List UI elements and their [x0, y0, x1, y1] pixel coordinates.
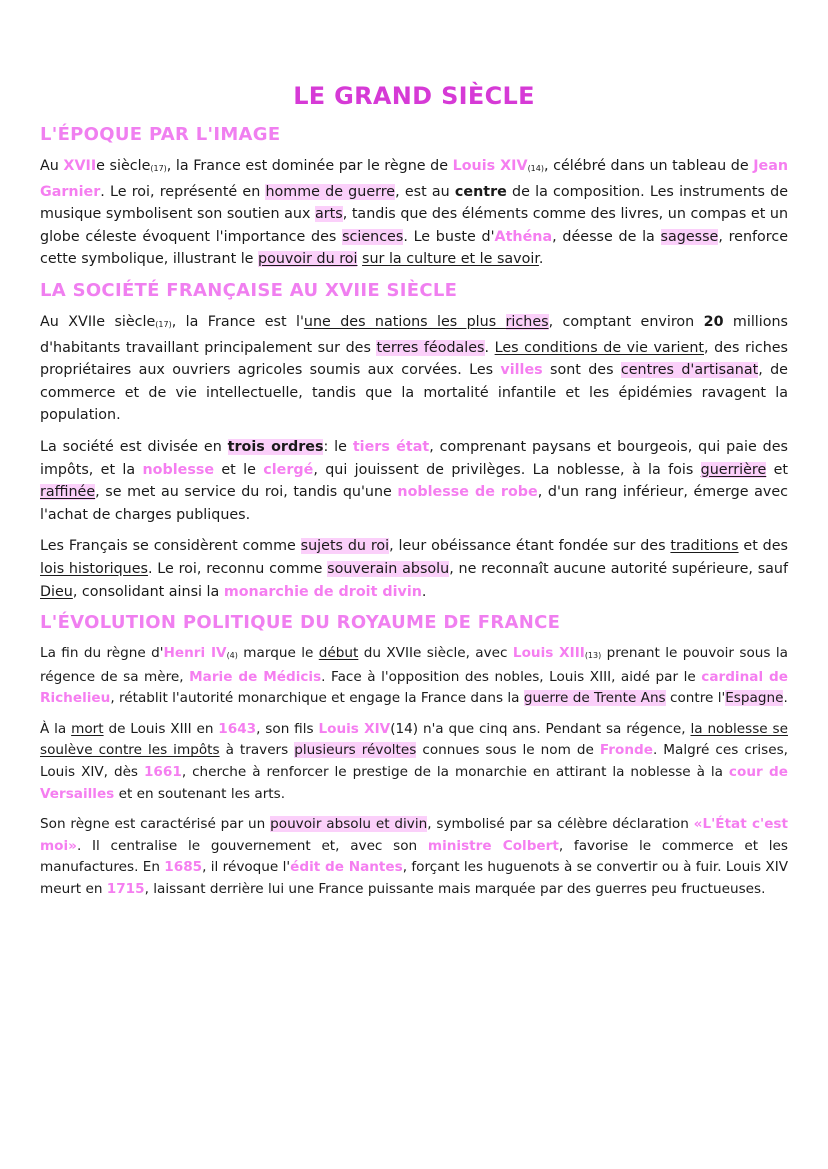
highlight: sciences [342, 228, 404, 245]
keyword: Marie de Médicis [189, 668, 322, 685]
underlined-text: traditions [670, 538, 739, 555]
highlight: trois ordres [227, 438, 324, 455]
highlight: pouvoir du roi [258, 251, 358, 268]
text-run: , comptant environ [548, 313, 704, 330]
keyword: Athéna [494, 228, 553, 245]
text-run: et [766, 461, 788, 478]
keyword: Louis XIV [452, 158, 528, 174]
text-run: . Le roi, représenté en [100, 183, 266, 200]
keyword: «L'État c'est moi» [40, 816, 789, 854]
paragraph [40, 311, 788, 427]
keyword: cardinal de Richelieu [40, 668, 788, 707]
text-run: À la [40, 720, 72, 737]
highlight: centres d'artisanat [620, 362, 759, 379]
underlined-text: mort [71, 720, 104, 737]
keyword: Louis XIV [318, 720, 391, 737]
section-heading: L'ÉVOLUTION POLITIQUE DU ROYAUME DE FRANCE [40, 612, 561, 634]
section-evolution [40, 612, 788, 901]
text-run: , il révoque l' [202, 859, 291, 876]
text-run: e siècle [96, 158, 151, 174]
text-run: du XVIIe siècle, avec [358, 645, 513, 662]
text-run: marque le [237, 645, 319, 662]
keyword: cour de Versailles [40, 764, 788, 802]
bold-text: centre [454, 183, 507, 200]
text-run: . Il centralise le gouvernement et, avec son [76, 837, 428, 854]
keyword: Henri IV [163, 645, 227, 662]
text-run: . Face à l'opposition des nobles, Louis XIII, aidé par le [321, 668, 702, 685]
text-run: , ne reconnaît aucune autorité supérieure, sauf [449, 560, 788, 577]
underlined-text: Les conditions de vie varient [494, 339, 704, 356]
underlined-text: lois historiques [40, 560, 148, 577]
text-run: La société est divisée en [40, 438, 228, 455]
keyword: Jean Garnier [40, 158, 789, 200]
underlined-text: une des nations les plus [303, 313, 506, 330]
section-societe [40, 280, 788, 603]
keyword: noblesse de robe [397, 484, 538, 501]
text-run: de Louis XIII en [103, 720, 219, 737]
text-run: , symbolisé par sa célèbre déclaration [427, 816, 694, 833]
text-run: . [538, 251, 544, 268]
text-run: , comprenant paysans et bourgeois, qui paie des impôts, et la [40, 438, 788, 478]
text-run: . [421, 583, 427, 600]
reference-number: (13) [584, 651, 602, 661]
highlight: arts [315, 206, 343, 223]
section-heading: LA SOCIÉTÉ FRANÇAISE AU XVIIE SIÈCLE [40, 279, 458, 301]
underlined-text: Dieu [40, 583, 73, 600]
text-run: prenant le pouvoir sous la régence de sa mère, [40, 645, 788, 685]
paragraph [40, 814, 788, 900]
keyword: XVII [63, 158, 97, 174]
keyword: 1715 [106, 881, 145, 898]
highlight: souverain absolu [327, 560, 450, 577]
keyword: ministre Colbert [427, 837, 559, 854]
text-run: , la France est l' [171, 313, 304, 330]
keyword: 1685 [164, 859, 203, 876]
keyword: noblesse [142, 461, 215, 478]
text-run: , se met au service du roi, tandis qu'une [95, 484, 398, 501]
text-run: , est au [395, 183, 455, 200]
text-run: sont des [542, 362, 621, 379]
section-heading: L'ÉPOQUE PAR L'IMAGE [40, 124, 281, 145]
text-run: Son règne est caractérisé par un [40, 816, 271, 833]
paragraph [40, 719, 788, 805]
text-run: et en soutenant les arts. [114, 785, 286, 802]
text-run: , la France est dominée par le règne de [166, 158, 453, 174]
text-run: , favorise le commerce et les manufactures. En [40, 837, 788, 876]
paragraph [40, 436, 788, 526]
text-run: La fin du règne d' [40, 645, 164, 662]
keyword: Fronde [599, 742, 653, 759]
text-run: , des riches propriétaires aux ouvriers agricoles soumis aux corvées. Les [40, 339, 788, 379]
highlight: pouvoir absolu et divin [270, 816, 428, 833]
section-epoque [40, 124, 788, 271]
text-run: contre l' [665, 690, 726, 707]
reference-number: (14) [527, 164, 544, 173]
text-run: à travers [219, 742, 295, 759]
underlined-text: sur la culture et le savoir [362, 251, 539, 268]
text-run: : le [323, 438, 353, 455]
keyword: 1643 [218, 720, 257, 737]
underlined-text: début [318, 645, 359, 662]
text-run: , cherche à renforcer le prestige de la monarchie en attirant la noblesse à la [181, 764, 729, 781]
highlight: riches [505, 313, 549, 330]
reference-number: (4) [226, 651, 238, 661]
highlight: guerre de Trente Ans [523, 690, 666, 707]
highlight: sujets du roi [300, 538, 390, 555]
text-run: , leur obéissance étant fondée sur des [389, 538, 671, 555]
highlight: Espagne [725, 690, 784, 707]
text-run: , de commerce et de vie intellectuelle, tandis que la mortalité infantile et les épidémies ravagent la population. [40, 362, 788, 424]
text-run: Au XVIIe siècle [40, 313, 156, 330]
text-run: , tandis que des éléments comme des livres, un compas et un globe céleste évoquent l'importance des [40, 206, 789, 245]
keyword: 1661 [143, 764, 182, 781]
text-run: de la composition. Les instruments de musique symbolisent son soutien aux [40, 183, 788, 223]
text-run: et des [738, 538, 788, 555]
text-run: , renforce cette symbolique, illustrant le [40, 228, 789, 268]
text-run: , qui jouissent de privilèges. La noblesse, à la fois [313, 461, 701, 478]
keyword: édit de Nantes [290, 859, 403, 876]
text-run: et le [214, 461, 264, 478]
text-run: (14) n'a que cinq ans. Pendant sa régence, [390, 720, 691, 737]
text-run: , déesse de la [552, 228, 661, 245]
keyword: monarchie de droit divin [223, 583, 422, 600]
bold-text: 20 [703, 313, 724, 330]
keyword: clergé [263, 461, 314, 478]
reference-number: (17) [155, 319, 172, 329]
highlight: sagesse [660, 228, 719, 245]
text-run: , forçant les huguenots à se convertir ou à fuir. Louis XIV meurt en [40, 859, 789, 898]
text-run: . Malgré ces crises, Louis XIV, dès [40, 742, 789, 781]
text-run: . [783, 690, 788, 707]
highlight: plusieurs révoltes [294, 742, 417, 759]
keyword: tiers état [352, 438, 430, 455]
text-run: , d'un rang inférieur, émerge avec l'achat de charges publiques. [40, 484, 788, 523]
highlight: terres féodales [376, 339, 485, 356]
text-run: , célébré dans un tableau de [543, 158, 754, 174]
reference-number: (17) [150, 164, 167, 173]
highlight: homme de guerre [265, 183, 396, 200]
keyword: Louis XIII [512, 645, 585, 662]
text-run: . [484, 339, 495, 356]
paragraph [40, 155, 788, 271]
text-run: connues sous le nom de [416, 742, 600, 759]
highlight: raffinée [40, 484, 96, 501]
text-run: millions d'habitants travaillant principalement sur des [40, 313, 789, 356]
page-title: LE GRAND SIÈCLE [293, 82, 535, 110]
highlight: guerrière [700, 461, 767, 478]
text-run: . Le roi, reconnu comme [147, 560, 328, 577]
text-run: . Le buste d' [403, 228, 495, 245]
text-run: Les Français se considèrent comme [40, 538, 301, 555]
text-run: , laissant derrière lui une France puissante mais marquée par des guerres peu fructueuses. [144, 881, 766, 898]
text-run: , consolidant ainsi la [72, 583, 224, 600]
underlined-text: la noblesse se soulève contre les impôts [40, 720, 788, 759]
paragraph [40, 535, 788, 603]
paragraph [40, 643, 788, 710]
text-run: , son fils [256, 720, 319, 737]
text-run: Au [40, 158, 64, 174]
text-run: , rétablit l'autorité monarchique et engage la France dans la [110, 690, 524, 707]
keyword: villes [500, 362, 543, 379]
